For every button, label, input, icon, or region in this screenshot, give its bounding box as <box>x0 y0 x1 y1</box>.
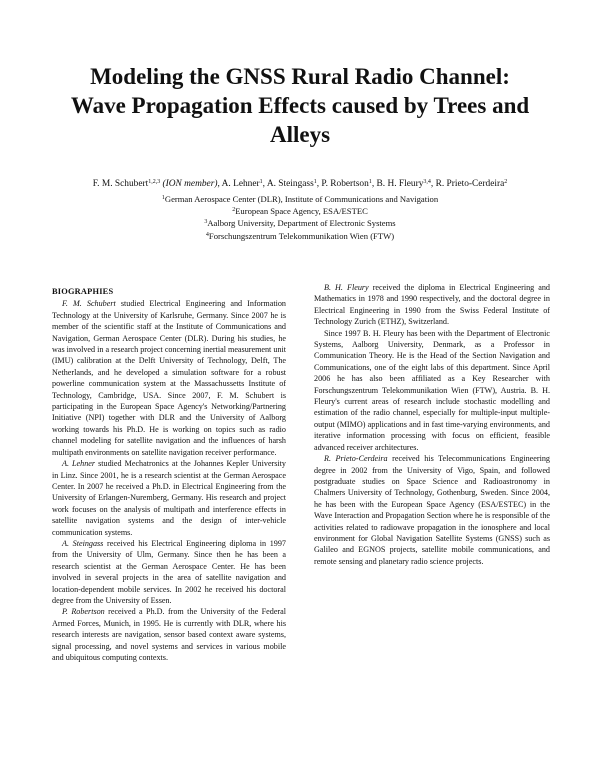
bio-fleury-continued: Since 1997 B. H. Fleury has been with the Department of Electronic Systems, Aalborg University, Denmark, as a Professor in Communication Theory. He is the Head of the Section Navigation and Communications, one of the eight labs of this department. Since April 2006 he has also been affiliated as a Key Researcher with Forschungszentrum Telekommunikation Wien (FTW), Austria. B. H. Fleury's current areas of research include stochastic modelling and estimation of the radio channel, especially for multiple-input multiple-output (MIMO) applications and in fast time-varying environments, and iterative information processing with focus on efficient, feasible advanced receiver architectures. <box>314 328 550 452</box>
bio-robertson <box>52 606 286 663</box>
title-line-3: Alleys <box>269 122 331 147</box>
bio-fleury <box>314 282 550 328</box>
left-column <box>52 286 286 663</box>
section-heading: BIOGRAPHIES <box>52 287 114 296</box>
bio-text: received a Ph.D. from the University of the Federal Armed Forces, Munich, in 1995. He is currently with DLR, where his research interests are navigation, sensor based context aware systems, signal processing, and novel systems and services in various mobile and ubiquitous computing contexts. <box>52 607 286 662</box>
bio-name: B. H. Fleury <box>324 283 369 292</box>
author-affiliation-mark: 2 <box>504 179 508 185</box>
author-name: , B. H. Fleury <box>371 179 424 189</box>
affiliation-mark: 2 <box>232 207 236 214</box>
affiliation-text: Aalborg University, Department of Electronic Systems <box>207 218 396 229</box>
author-name: , P. Robertson <box>316 179 369 189</box>
bio-text: received his Electrical Engineering diploma in 1997 from the University of Ulm, Germany. Since then he has been a research scientist at the German Aerospace Center. He has been involved in several projects in the area of satellite navigation and location-dependent mobile services. In 2002 he received his doctoral degree from the University of Essen. <box>52 538 286 605</box>
affiliation-line <box>40 230 560 242</box>
author-membership-note: (ION member) <box>162 179 218 189</box>
author-affiliation-mark: 1 <box>313 179 317 185</box>
bio-text: studied Electrical Engineering and Information Technology at the University of Karlsruhe, Germany. Since 2007 he is member of the scientific staff at the Institute of Communications and Navigation, German Aerospace Center (DLR). During his studies, he was involved in a research project concerning inertial measurement unit (IMU) calibration at the Delft University of Technology, Delft, The Netherlands, and he developed a simulation software for a robust powerline communication system at the Massachussetts Institute of Technology, Cambridge, USA. Since 2007, F. M. Schubert is participating in the European Space Agency's Networking/Partnering Initiative (NPI) together with DLR and the University of Aalborg working towards his Ph.D. He is working on topics such as radio channel modeling for satellite navigation and the influences of harsh multipath environments on satellite navigation receiver performance. <box>52 299 286 457</box>
bio-lehner <box>52 458 286 538</box>
bio-text: received his Telecommunications Engineering degree in 2002 from the University of Vigo, Spain, and followed postgraduate studies on Space Science and Radioastronomy in Chalmers University of Technology, Gothenburg, Sweden. Since 2004, he has been with the European Space Agency (ESA/ESTEC) in the Wave Interaction and Propagation Section where he is responsible of the activities related to radiowave propagation in the ionosphere and local environment for Global Navigation Satellite Systems (GNSS) such as Galileo and EGNOS projects, satellite mobile communications, and remote sensing and planetary radio science projects. <box>314 454 550 566</box>
bio-text: studied Mechatronics at the Johannes Kepler University in Linz. Since 2001, he is a research scientist at the German Aerospace Center. In 2007 he received a Ph.D. in Electrical Engineering from the University of Erlangen-Nuremberg, Germany. His research and project work focuses on the analysis of multipath and interference effects in satellite navigation systems and the design of inter-vehicle communication systems. <box>52 459 286 537</box>
author-name: , R. Prieto-Cerdeira <box>430 179 505 189</box>
title-line-2: Wave Propagation Effects caused by Trees and <box>70 93 530 118</box>
paper-title <box>40 62 560 149</box>
author-affiliation-mark: 1,2,3 <box>148 179 161 185</box>
bio-name: A. Lehner <box>62 459 96 469</box>
affiliation-mark: 3 <box>204 219 208 226</box>
affiliation-text: European Space Agency, ESA/ESTEC <box>235 206 368 217</box>
affiliation-list <box>40 193 560 242</box>
author-affiliation-mark: 1 <box>259 179 263 185</box>
author-affiliation-mark: 3,4 <box>423 179 431 185</box>
affiliation-line <box>40 205 560 217</box>
author-list <box>30 178 570 191</box>
affiliation-line <box>40 193 560 205</box>
right-column <box>314 282 550 567</box>
bio-text: received the diploma in Electrical Engineering and Mathematics in 1978 and 1990 respectively, and the doctoral degree in Electrical Engineering in 1990 from the Swiss Federal Institute of Technology Zurich (ETHZ), Switzerland. <box>314 283 550 327</box>
author-affiliation-mark: 1 <box>368 179 372 185</box>
affiliation-line <box>40 217 560 229</box>
author-name: , A. Lehner <box>217 179 260 189</box>
author-name: F. M. Schubert <box>92 179 149 189</box>
author-name: , A. Steingass <box>262 179 314 189</box>
bio-name: P. Robertson <box>62 607 105 617</box>
affiliation-mark: 1 <box>161 195 165 201</box>
affiliation-text: Forschungszentrum Telekommunikation Wien (FTW) <box>208 230 395 241</box>
bio-prieto-cerdeira <box>314 453 550 567</box>
affiliation-mark: 4 <box>205 231 209 238</box>
bio-steingass <box>52 538 286 606</box>
title-line-1: Modeling the GNSS Rural Radio Channel: <box>90 64 510 89</box>
bio-name: F. M. Schubert <box>62 299 116 309</box>
affiliation-text: German Aerospace Center (DLR), Institute of Communications and Navigation <box>164 194 439 204</box>
bio-name: A. Steingass <box>62 538 104 548</box>
bio-schubert <box>52 298 286 458</box>
bio-name: R. Prieto-Cerdeira <box>324 454 388 464</box>
